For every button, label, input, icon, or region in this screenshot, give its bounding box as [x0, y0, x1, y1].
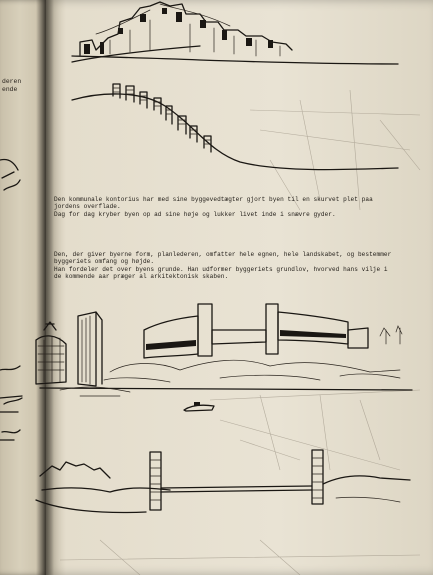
left-page-sketch-fragments: [0, 159, 22, 440]
caption-line: jordens overflade.: [54, 203, 121, 211]
caption-line: Den kommunale kontorius har med sine byggevedtægter gjort byen til en skurvet plet paa: [54, 196, 373, 203]
sketch-hill-buildings: [72, 84, 398, 170]
caption-line: Dag for dag kryber byen op ad sine høje og lukker livet inde i snævre gyder.: [54, 210, 336, 218]
sketch-hilltop-town: [72, 2, 398, 64]
bleed-through-lines: [60, 90, 420, 575]
caption-line: byggeriets omfang og højde.: [54, 258, 155, 266]
sketch-planned-landscape: [36, 304, 412, 411]
caption-line: Han fordeler det over byens grunde. Han udformer byggeriets grundlov, hvorved hans vilje i: [54, 265, 388, 273]
caption-planner-role: [54, 251, 414, 281]
left-page-text-fragment: deren: [2, 78, 22, 85]
left-page-text-fragment: ende: [2, 86, 18, 93]
caption-line: Den, der giver byerne form, planlederen, omfatter hele egnen, hele landskabet, og bestemmer: [54, 251, 392, 258]
sketch-bridge-towers: [36, 450, 410, 513]
caption-city-critique: [54, 196, 414, 218]
caption-line: de kommende aar præger al arkitektonisk skaben.: [54, 273, 229, 281]
